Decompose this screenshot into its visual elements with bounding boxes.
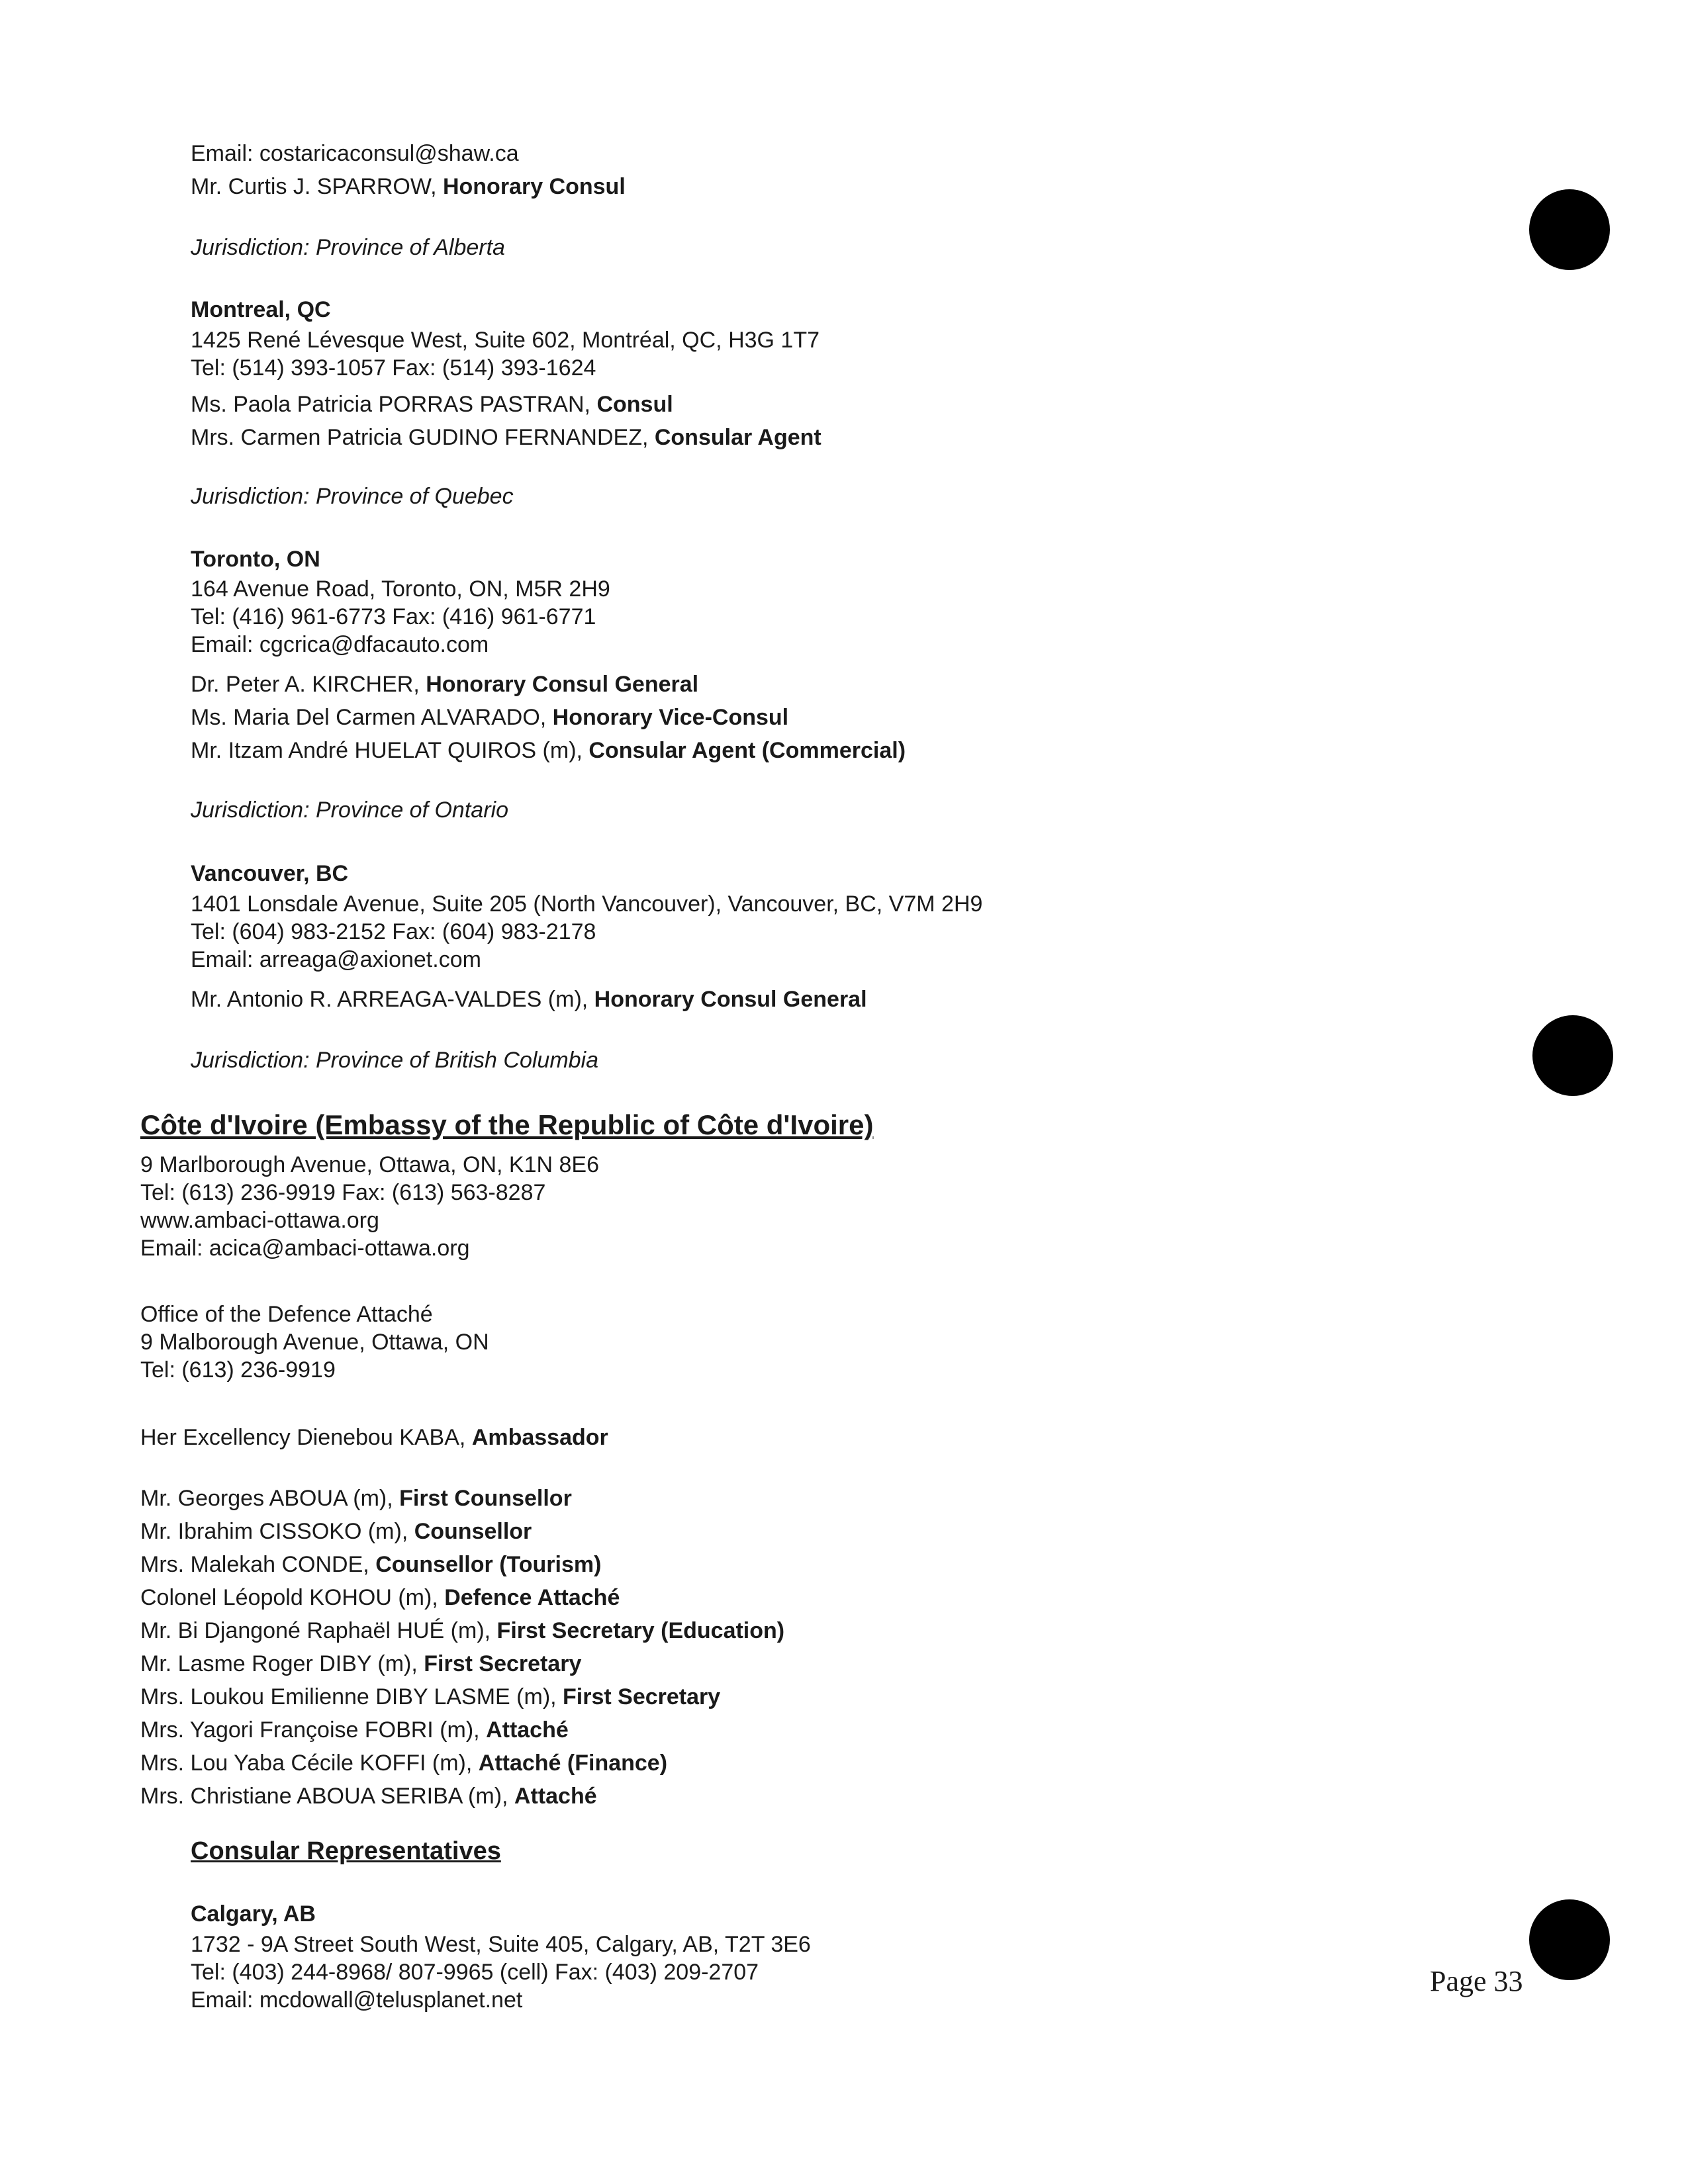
tel-fax: Tel: (403) 244-8968/ 807-9965 (cell) Fax: (403) 209-2707: [191, 1960, 759, 1985]
staff-title: First Secretary: [424, 1651, 582, 1676]
staff-line: [140, 1717, 569, 1743]
tel-fax: Tel: (416) 961-6773 Fax: (416) 961-6771: [191, 604, 596, 629]
staff-name: Mrs. Yagori Françoise FOBRI (m),: [140, 1717, 487, 1743]
staff-title: Attaché: [486, 1717, 569, 1743]
defence-office-tel: Tel: (613) 236-9919: [140, 1357, 336, 1383]
email: Email: mcdowall@telusplanet.net: [191, 1987, 523, 2013]
staff-title: Attaché (Finance): [478, 1751, 668, 1776]
jurisdiction: Jurisdiction: Province of Alberta: [191, 235, 505, 260]
staff-title: Honorary Consul General: [426, 672, 699, 697]
staff-title: Counsellor (Tourism): [375, 1552, 602, 1577]
website: www.ambaci-ottawa.org: [140, 1208, 379, 1233]
staff-name: Mrs. Loukou Emilienne DIBY LASME (m),: [140, 1684, 563, 1709]
city-heading: Vancouver, BC: [191, 861, 349, 886]
staff-line: [140, 1783, 597, 1809]
city-heading: Montreal, QC: [191, 297, 331, 322]
staff-name: Ms. Paola Patricia PORRAS PASTRAN,: [191, 392, 597, 417]
address: 9 Marlborough Avenue, Ottawa, ON, K1N 8E6: [140, 1152, 599, 1177]
staff-line: [140, 1584, 620, 1611]
staff-title: Consular Agent: [654, 425, 821, 450]
staff-name: Mr. Ibrahim CISSOKO (m),: [140, 1519, 414, 1544]
staff-name: Her Excellency Dienebou KABA,: [140, 1425, 472, 1450]
binder-hole: [1532, 1015, 1613, 1096]
staff-title: First Secretary: [563, 1684, 721, 1709]
staff-line: [191, 424, 821, 451]
staff-line: [191, 671, 698, 698]
staff-name: Mr. Itzam André HUELAT QUIROS (m),: [191, 738, 589, 763]
tel-fax: Tel: (604) 983-2152 Fax: (604) 983-2178: [191, 919, 596, 944]
ambassador-line: [140, 1424, 608, 1451]
jurisdiction: Jurisdiction: Province of Quebec: [191, 484, 514, 509]
staff-name: Mrs. Lou Yaba Cécile KOFFI (m),: [140, 1751, 479, 1776]
staff-title: Consular Agent (Commercial): [588, 738, 906, 763]
address: 1425 René Lévesque West, Suite 602, Montréal, QC, H3G 1T7: [191, 328, 820, 353]
address: 164 Avenue Road, Toronto, ON, M5R 2H9: [191, 576, 610, 602]
tel-fax: Tel: (613) 236-9919 Fax: (613) 563-8287: [140, 1180, 546, 1205]
city-heading: Calgary, AB: [191, 1901, 316, 1927]
staff-line: [191, 704, 788, 731]
staff-title: Consul: [596, 392, 673, 417]
staff-line: [140, 1651, 581, 1677]
calgary-email: Email: costaricaconsul@shaw.ca: [191, 141, 519, 166]
email: Email: cgcrica@dfacauto.com: [191, 632, 489, 657]
staff-name: Mrs. Carmen Patricia GUDINO FERNANDEZ,: [191, 425, 655, 450]
staff-line: [191, 173, 626, 200]
staff-name: Ms. Maria Del Carmen ALVARADO,: [191, 705, 553, 730]
city-heading: Toronto, ON: [191, 547, 320, 572]
staff-name: Mr. Bi Djangoné Raphaël HUÉ (m),: [140, 1618, 497, 1643]
staff-line: [191, 391, 673, 418]
tel-fax: Tel: (514) 393-1057 Fax: (514) 393-1624: [191, 355, 596, 381]
staff-title: Ambassador: [471, 1425, 608, 1450]
staff-line: [191, 737, 906, 764]
staff-line: [191, 986, 867, 1013]
address: 1732 - 9A Street South West, Suite 405, Calgary, AB, T2T 3E6: [191, 1932, 811, 1957]
staff-title: Counsellor: [414, 1519, 532, 1544]
binder-hole: [1529, 1899, 1610, 1980]
staff-name: Colonel Léopold KOHOU (m),: [140, 1585, 445, 1610]
jurisdiction: Jurisdiction: Province of British Columbia: [191, 1048, 599, 1073]
email: Email: arreaga@axionet.com: [191, 947, 481, 972]
staff-line: [140, 1518, 532, 1545]
binder-hole: [1529, 189, 1610, 270]
staff-name: Mrs. Christiane ABOUA SERIBA (m),: [140, 1784, 514, 1809]
staff-name: Mr. Antonio R. ARREAGA-VALDES (m),: [191, 987, 594, 1012]
staff-line: [140, 1551, 601, 1578]
staff-title: Honorary Consul: [442, 174, 626, 199]
staff-name: Mr. Georges ABOUA (m),: [140, 1486, 400, 1511]
staff-name: Dr. Peter A. KIRCHER,: [191, 672, 426, 697]
staff-name: Mr. Curtis J. SPARROW,: [191, 174, 443, 199]
staff-name: Mr. Lasme Roger DIBY (m),: [140, 1651, 424, 1676]
staff-title: Honorary Consul General: [594, 987, 867, 1012]
email: Email: acica@ambaci-ottawa.org: [140, 1236, 470, 1261]
page-number: Page 33: [1430, 1965, 1523, 1997]
defence-office-name: Office of the Defence Attaché: [140, 1302, 433, 1327]
defence-office-address: 9 Malborough Avenue, Ottawa, ON: [140, 1330, 489, 1355]
staff-title: First Counsellor: [399, 1486, 572, 1511]
staff-title: Attaché: [514, 1784, 597, 1809]
jurisdiction: Jurisdiction: Province of Ontario: [191, 797, 508, 823]
consular-heading: Consular Representatives: [191, 1837, 501, 1865]
staff-title: Honorary Vice-Consul: [552, 705, 789, 730]
staff-title: Defence Attaché: [444, 1585, 620, 1610]
staff-line: [140, 1485, 572, 1512]
staff-title: First Secretary (Education): [496, 1618, 785, 1643]
staff-line: [140, 1684, 720, 1710]
staff-line: [140, 1750, 667, 1776]
staff-line: [140, 1617, 784, 1644]
address: 1401 Lonsdale Avenue, Suite 205 (North Vancouver), Vancouver, BC, V7M 2H9: [191, 891, 983, 917]
country-heading: Côte d'Ivoire (Embassy of the Republic of Côte d'Ivoire): [140, 1109, 874, 1140]
staff-name: Mrs. Malekah CONDE,: [140, 1552, 376, 1577]
